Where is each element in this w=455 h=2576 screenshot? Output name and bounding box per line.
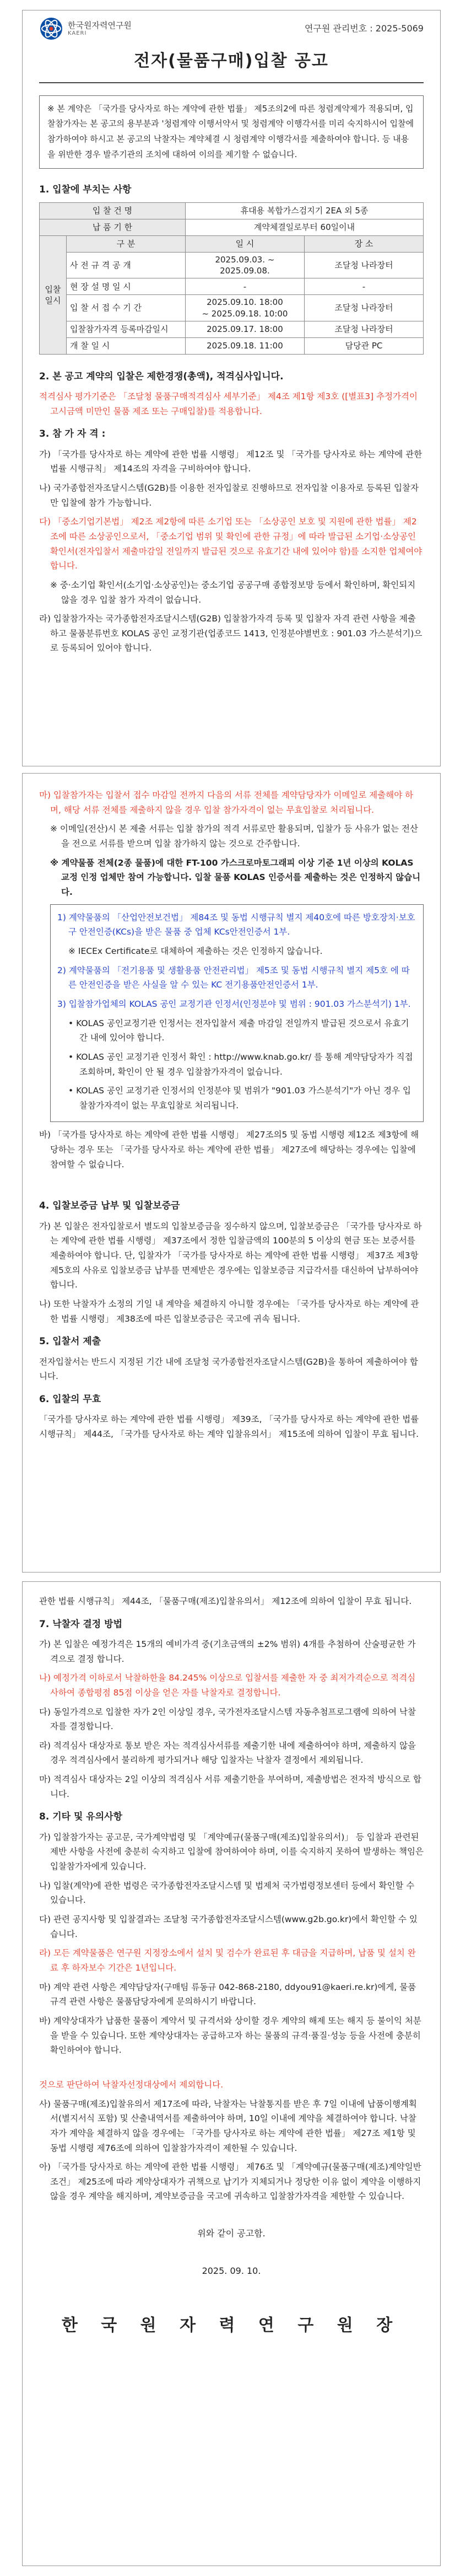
- delivery-label: 납 품 기 한: [40, 219, 186, 235]
- sched-date: 2025.09.18. 11:00: [185, 337, 304, 354]
- s3-item-e-note-1: ※ 이메일(전산)시 본 제출 서류는 입찰 참가의 적격 서류로만 활용되며, 입찰가 등 사유가 없는 전산을 전으로 서류를 받으며 입찰 참가하지 않는 것으로 간주합니다.: [50, 824, 418, 849]
- col-category: 구 분: [66, 235, 185, 252]
- section-3-title: 3. 참 가 자 격 :: [39, 428, 106, 440]
- s7-item-e: 마) 적격심사 대상자는 2일 이상의 적격심사 서류 제출기한을 부여하며, 제출방법은 전자적 방식으로 합니다.: [39, 1774, 421, 1799]
- logo-text: [68, 20, 132, 37]
- table-row: [40, 337, 424, 354]
- doc-item-note: • KOLAS 공인교정기관 인정서는 전자입찰서 제출 마감일 전일까지 발급된 것으로서 유효기간 내에 있어야 합니다.: [68, 1018, 409, 1043]
- item-name-value: 휴대용 복합가스검지기 2EA 외 5종: [185, 202, 423, 219]
- table-row: [40, 278, 424, 295]
- s3-item-e: 마) 입찰참가자는 입찰서 접수 마감일 전까지 다음의 서류 전체를 계약담당자가 이메일로 제출해야 하며, 해당 서류 전체를 제출하지 않을 경우 입찰 참가자격이 없는 무효입찰로 처리됩니다.: [39, 790, 414, 815]
- s8-item-b: 나) 입찰(계약)에 관한 법령은 국가종합전자조달시스템 및 법제처 국가법령정보센터 등에서 확인할 수 있습니다.: [39, 1880, 415, 1906]
- schedule-side-label: 입찰일시: [40, 235, 67, 354]
- section-6-title: 6. 입찰의 무효: [39, 1393, 101, 1405]
- section-8-title: 8. 기타 및 유의사항: [39, 1811, 122, 1823]
- s8-item-c: 다) 관련 공지사항 및 입찰결과는 조달청 국가종합전자조달시스템(www.g2b.go.kr)에서 확인할 수 있습니다.: [39, 1914, 418, 1939]
- sched-place: -: [304, 278, 423, 295]
- sched-date: 2025.09.10. 18:00 ~ 2025.09.18. 10:00: [185, 295, 304, 321]
- notice-panel-2: [22, 773, 441, 1573]
- sched-date: 2025.09.17. 18:00: [185, 321, 304, 337]
- item-name-label: 입 찰 건 명: [40, 202, 186, 219]
- section-7-title: 7. 낙찰자 결정 방법: [39, 1618, 122, 1630]
- section-1-title: 1. 입찰에 부치는 사항: [39, 184, 132, 195]
- sched-date: -: [185, 278, 304, 295]
- page-title: 전자(물품구매)입찰 공고: [39, 47, 424, 83]
- document-number: 연구원 관리번호 : 2025-5069: [304, 23, 424, 34]
- doc-item: 2) 계약물품의 「전기용품 및 생활용품 안전관리법」 제5조 및 동법 시행규칙 별지 제5호 에 따른 안전인증을 받은 사실을 알 수 있는 KC 전기용품안전인증서 1부.: [57, 965, 410, 990]
- logo-name: 한국원자력연구원: [68, 20, 132, 30]
- closing-statement: 위와 같이 공고함.: [197, 2228, 266, 2239]
- s3-item-d: 라) 입찰참가자는 국가종합전자조달시스템(G2B) 입찰참가자격 등록 및 입찰자 자격 관련 사항을 제출하고 물품분류번호 KOLAS 공인 교정기관(업종코드 1413, 인정분야별번호 : 901.03 가스분석기)으로 등록되어 있어야 합니다.: [39, 614, 422, 653]
- doc-item-note: • KOLAS 공인 교정기관 인정서 확인 : http://www.knab.go.kr/ 를 통해 계약담당자가 직접 조회하며, 확인이 안 될 경우 입찰참가자격이 없습니다.: [68, 1051, 413, 1077]
- kaeri-logo-icon: [39, 17, 63, 41]
- s6-continued: 관한 법률 시행규칙」 제44조, 「물품구매(제조)입찰유의서」 제12조에 의하여 입찰이 무효 됩니다.: [39, 1596, 412, 1606]
- document-header: [39, 10, 424, 47]
- logo-sub: KAERI: [68, 30, 87, 36]
- delivery-value: 계약체결일로부터 60일이내: [185, 219, 423, 235]
- table-row: [40, 235, 424, 252]
- table-row: [40, 252, 424, 278]
- sched-label: 입 찰 서 접 수 기 간: [66, 295, 185, 321]
- notice-date: 2025. 09. 10.: [202, 2265, 261, 2276]
- table-row: [40, 321, 424, 337]
- section-4-title: 4. 입찰보증금 납부 및 입찰보증금: [39, 1200, 180, 1212]
- doc-item-note: • KOLAS 공인 교정기관 인정서의 인정분야 및 범위가 "901.03 가스분석기"가 아닌 경우 입찰참가자격이 없는 무효입찰로 처리됩니다.: [68, 1086, 411, 1110]
- s8-item-f: 바) 계약상대자가 납품한 물품이 계약서 및 규격서와 상이할 경우 계약의 해제 또는 해지 등 불이익 처분을 받을 수 있습니다. 또한 계약상대자는 공급하고자 하는 물품의 규격·품질·성능 등을 사전에 충분히 확인하여야 합니다.: [39, 2015, 421, 2056]
- table-row: [40, 202, 424, 219]
- col-place: 장 소: [304, 235, 423, 252]
- required-documents-box: [50, 904, 424, 1123]
- s8-item-h: 아) 「국가를 당사자로 하는 계약에 관한 법률 시행령」 제76조 및 「계약예규(물품구매(제조)계약일반조건」 제25조에 따라 계약상대자가 귀책으로 납기가 지체되거나 정당한 이유 없이 계약을 이행하지 않을 경우 계약을 해지하며, 계약보증금을 국고에 귀속하고 입찰참가자격을 제한할 수 있습니다.: [39, 2162, 421, 2202]
- s7-item-a: 가) 본 입찰은 예정가격은 15개의 예비가격 중(기초금액의 ±2% 범위) 4개를 추첨하여 산술평균한 가격으로 결정 합니다.: [39, 1639, 416, 1664]
- s7-item-c: 다) 동일가격으로 입찰한 자가 2인 이상일 경우, 국가전자조달시스템 자동추첨프로그램에 의하여 낙찰자를 결정합니다.: [39, 1706, 416, 1732]
- integrity-notice-box: ※ 본 계약은 「국가를 당사자로 하는 계약에 관한 법률」 제5조의2에 따른 청렴계약제가 적용되며, 입찰참가자는 본 공고의 용부분과 '청렴계약 이행서약서 및 청렴계약 이행각서를 미리 숙지하시어 입찰에 참가하여야 하시고 본 공고의 낙찰자는 계약체결 시 청렴계약 이행각서를 제출하여야 합니다. 등 내용을 위반한 경우 발주기관의 조치에 대하여 이의를 제기할 수 없습니다.: [39, 95, 424, 169]
- signer-name: 한 국 원 자 력 연 구 원 장: [61, 2316, 402, 2336]
- s3-item-c-note: ※ 중·소기업 확인서(소기업·소상공인)는 중소기업 공공구매 종합정보망 등에서 확인하며, 확인되지 않을 경우 입찰 참가 자격이 없습니다.: [50, 579, 416, 605]
- section-2-text: 적격심사 평가기준은 「조달청 물품구매적격심사 세부기준」 제4조 제1항 제3호 ([별표3] 추정가격이 고시금액 미만인 물품 제조 또는 구매입찰)를 적용합니다.: [39, 391, 418, 416]
- s8-item-d: 라) 모든 계약물품은 연구원 지정장소에서 설치 및 검수가 완료된 후 대금을 지급하며, 납품 및 설치 완료 후 하자보수 기간은 1년입니다.: [39, 1948, 416, 1973]
- doc-item-note: ※ IECEx Certificate로 대체하여 제출하는 것은 인정하지 않습니다.: [68, 946, 323, 956]
- s8-item-e: 마) 계약 관련 사항은 계약담당자(구매팀 류동규 042-868-2180, ddyou91@kaeri.re.kr)에게, 물품규격 관련 사항은 물품담당자에게 문의하시기 바랍니다.: [39, 1982, 416, 2007]
- sched-place: 조달청 나라장터: [304, 252, 423, 278]
- s8-item-g: 사) 물품구매(제조)입찰유의서 제17조에 따라, 낙찰자는 낙찰통지를 받은 후 7일 이내에 납품이행계획서(별지서식 포함) 및 산출내역서를 제출하여야 하며, 10일 이내에 계약을 체결하여야 합니다. 낙찰자가 계약을 체결하지 않을 경우에는 「국가를 당사자로 하는 계약에 관한 법률」 제27조 제1항 및 동법 시행령 제76조에 의하여 입찰참가자격이 제한될 수 있습니다.: [39, 2099, 417, 2153]
- table-row: [40, 295, 424, 321]
- sched-label: 현 장 설 명 일 시: [66, 278, 185, 295]
- sched-label: 개 찰 일 시: [66, 337, 185, 354]
- bid-overview-table: [39, 202, 424, 355]
- notice-panel-1: [22, 10, 441, 766]
- s7-item-b: 나) 예정가격 이하로서 낙찰하한율 84.245% 이상으로 입찰서를 제출한 자 중 최저가격순으로 적격심사하여 종합평점 85점 이상을 얻은 자를 낙찰자로 결정합니다.: [39, 1673, 416, 1698]
- sched-date: 2025.09.03. ~ 2025.09.08.: [185, 252, 304, 278]
- section-2-title: 2. 본 공고 계약의 입찰은 제한경쟁(총액), 적격심사입니다.: [39, 371, 284, 382]
- s3-item-f: 바) 「국가를 당사자로 하는 계약에 관한 법률 시행령」 제27조의5 및 동법 시행령 제12조 제3항에 해당하는 경우 또는 「국가를 당사자로 하는 계약에 관한 법률」 제27조에 해당하는 경우에는 입찰에 참여할 수 없습니다.: [39, 1130, 419, 1169]
- s8-item-a: 가) 입찰참가자는 공고문, 국가계약법령 및 「계약예규(물품구매(제조)입찰유의서)」 등 입찰과 관련된 제반 사항을 사전에 충분히 숙지하고 입찰에 참여하여야 하며, 이를 숙지하지 못하여 발생하는 책임은 입찰참가자에게 있습니다.: [39, 1832, 424, 1871]
- s7-item-d: 라) 적격심사 대상자로 통보 받은 자는 적격심사서류를 제출기한 내에 제출하여야 하며, 제출하지 않을 경우 적격심사에서 불리하게 평가되거나 해당 입찰자는 낙찰자 결정에서 제외됩니다.: [39, 1740, 416, 1765]
- doc-item: 3) 입찰참가업체의 KOLAS 공인 교정기관 인정서(인정분야 및 범위 : 901.03 가스분석기) 1부.: [57, 999, 411, 1009]
- s5-text: 전자입찰서는 반드시 지정된 기간 내에 조달청 국가종합전자조달시스템(G2B)을 통하여 제출하여야 합니다.: [39, 1356, 418, 1382]
- s3-item-b: 나) 국가종합전자조달시스템(G2B)를 이용한 전자입찰로 진행하므로 전자입찰 이용자로 등록된 입찰자만 입찰에 참가 가능합니다.: [39, 482, 419, 508]
- kaeri-logo: [39, 17, 132, 41]
- s3-item-a: 가) 「국가를 당사자로 하는 계약에 관한 법률 시행령」 제12조 및 「국가를 당사자로 하는 계약에 관한 법률 시행규칙」 제14조의 자격을 구비하여야 합니다.: [39, 449, 422, 474]
- sched-place: 담당관 PC: [304, 337, 423, 354]
- sched-label: 입찰참가자격 등록마감일시: [66, 321, 185, 337]
- table-row: [40, 219, 424, 235]
- s8-continued-note: 것으로 판단하여 낙찰자선정대상에서 제외합니다.: [39, 2079, 224, 2090]
- col-datetime: 일 시: [185, 235, 304, 252]
- s3-item-e-note-2: ※ 계약물품 전체(2종 물품)에 대한 FT-100 가스크로마토그래피 이상 기준 1년 이상의 KOLAS 교정 인정 업체만 참여 가능합니다. 입찰 물품 KOLAS 인증서를 제출하는 것은 인정하지 않습니다.: [50, 857, 421, 897]
- notice-panel-3: [22, 1581, 441, 2566]
- s4-item-b: 나) 또한 낙찰자가 소정의 기일 내 계약을 체결하지 아니할 경우에는 「국가를 당사자로 하는 계약에 관한 법률 시행령」 제38조에 따른 입찰보증금은 국고에 귀속 됩니다.: [39, 1298, 419, 1324]
- s3-item-c: 다) 「중소기업기본법」 제2조 제2항에 따른 소기업 또는 「소상공인 보호 및 지원에 관한 법률」 제2조에 따른 소상공인으로서, 「중소기업 범위 및 확인에 관한 규정」에 따라 발급된 소기업·소상공인확인서(전자입찰서 제출마감일 전일까지 발급된 것으로 유효기간 내에 있어야 함)를 소지한 업체여야 합니다.: [39, 517, 422, 571]
- s4-item-a: 가) 본 입찰은 전자입찰로서 별도의 입찰보증금을 징수하지 않으며, 입찰보증금은 「국가를 당사자로 하는 계약에 관한 법률 시행령」 제37조에서 정한 입찰금액의 100분의 5 이상의 현금 또는 보증서를 제출하여야 합니다. 단, 입찰자가 「국가를 당사자로 하는 계약에 관한 법률 시행령」 제37조 제3항 제5호의 사유로 입찰보증금 납부를 면제받은 경우에는 입찰보증금 지급각서를 대신하여 납부하여야 합니다.: [39, 1221, 422, 1290]
- sched-label: 사 전 규 격 공 개: [66, 252, 185, 278]
- sched-place: 조달청 나라장터: [304, 295, 423, 321]
- sched-place: 조달청 나라장터: [304, 321, 423, 337]
- section-5-title: 5. 입찰서 제출: [39, 1336, 101, 1348]
- s6-text: 「국가를 당사자로 하는 계약에 관한 법률 시행령」 제39조, 「국가를 당사자로 하는 계약에 관한 법률 시행규칙」 제44조, 「국가를 당사자로 하는 계약 입찰유의서」 제15조에 의하여 입찰이 무효 됩니다.: [39, 1414, 419, 1439]
- doc-item: 1) 계약물품의 「산업안전보건법」 제84조 및 동법 시행규칙 별지 제40호에 따른 방호장치·보호구 안전인증(KCs)을 받은 물품 중 업체 KCs안전인증서 1부.: [57, 912, 415, 937]
